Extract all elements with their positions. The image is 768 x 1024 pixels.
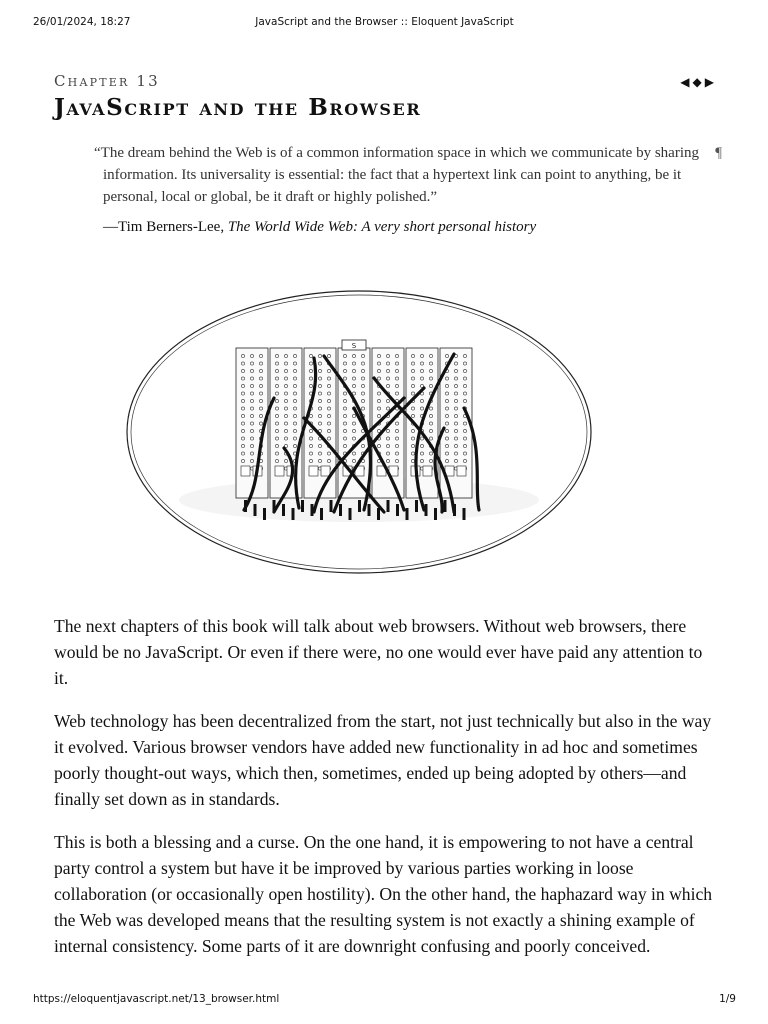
switchboard-cabinet: [236, 348, 472, 520]
chapter-illustration: [124, 288, 594, 576]
switchboard-panel-label: S: [351, 342, 357, 350]
attribution-work: The World Wide Web: A very short personal history: [227, 219, 537, 235]
previous-chapter-icon[interactable]: ◀: [680, 75, 690, 89]
chapter-body: [54, 613, 714, 976]
print-date: 26/01/2024, 18:27: [33, 16, 131, 28]
epigraph-attribution: [94, 216, 714, 238]
body-paragraph-2: Web technology has been decentralized from the start, not just technically but also in the way it evolved. Various browser vendors have added new functionality in ad hoc and sometimes poorly thought-out ways, which then, sometimes, ended up being adopted by others—and finally set down as in standards.: [54, 711, 712, 809]
chapter-title: JavaScript and the Browser: [54, 94, 422, 121]
epigraph-quote: “The dream behind the Web is of a common information space in which we communicate by sharing information. Its universality is essential: the fact that a hypertext link can point to anything, be it personal, local or global, be it draft or highly polished.”: [94, 145, 700, 205]
attribution-author: —Tim Berners-Lee,: [103, 219, 228, 235]
contents-icon[interactable]: ◆: [692, 75, 702, 89]
print-page-number: 1/9: [719, 993, 736, 1005]
chapter-label: Chapter 13: [54, 72, 160, 90]
print-url: https://eloquentjavascript.net/13_browser.html: [33, 993, 280, 1005]
epigraph: [94, 142, 722, 238]
switchboard-illustration: [124, 288, 594, 576]
print-footer: [33, 993, 736, 1007]
body-paragraph-3: This is both a blessing and a curse. On the one hand, it is empowering to not have a central party control a system but have it be improved by various parties working in loose collaboration (or occasionally open hostility). On the other hand, the haphazard way in which the Web was developed means that the resulting system is not exactly a shining example of internal consistency. Some parts of it are downright confusing and poorly conceived.: [54, 832, 713, 956]
print-header: [33, 16, 736, 30]
print-page-title: JavaScript and the Browser :: Eloquent JavaScript: [255, 16, 514, 28]
body-paragraph-1: The next chapters of this book will talk about web browsers. Without web browsers, there would be no JavaScript. Or even if there were, no one would ever have paid any attention to it.: [54, 616, 703, 688]
chapter-nav: [680, 75, 714, 89]
next-chapter-icon[interactable]: ▶: [704, 75, 714, 89]
paragraph-anchor-icon[interactable]: ¶: [715, 145, 722, 161]
